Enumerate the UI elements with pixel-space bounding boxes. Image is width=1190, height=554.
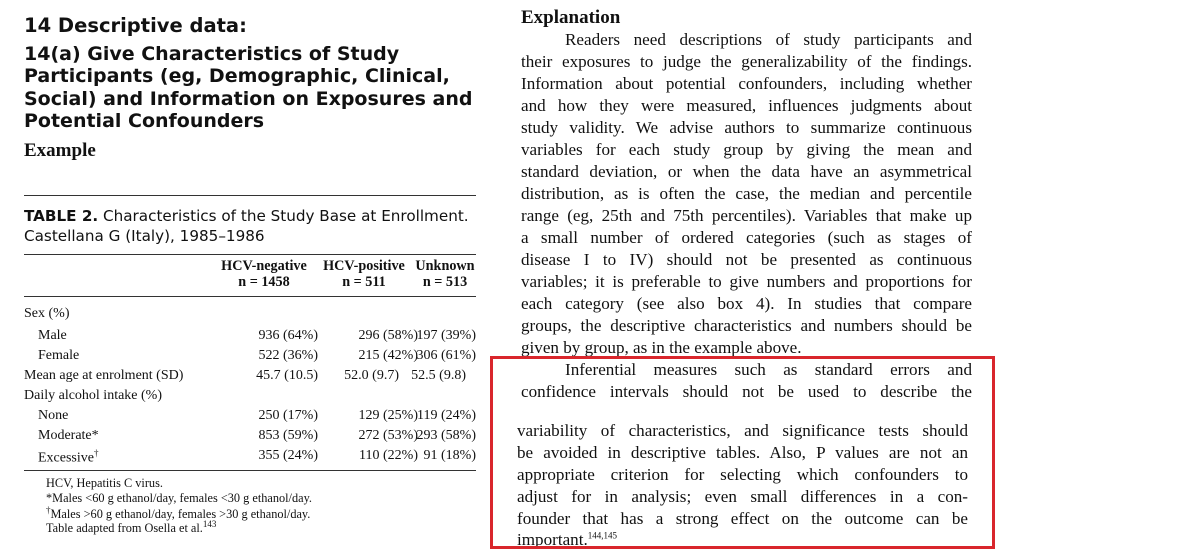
table-cell: 52.5 (9.8) — [411, 368, 466, 383]
table-top-rule — [24, 195, 476, 196]
table-cell: 119 (24%) — [417, 408, 476, 423]
table-cell: 52.0 (9.7) — [344, 368, 399, 383]
table-cell: 936 (64%) — [258, 328, 318, 343]
paragraph-line: given by group, as in the example above. — [521, 338, 802, 357]
paragraph-line: and how they were measured, influences judgments about — [521, 96, 972, 115]
paragraph-line: a small number of ordered categories (such as stages of — [521, 228, 972, 247]
column-name: HCV-negative — [221, 258, 307, 274]
footnote — [46, 491, 312, 506]
paragraph-line: groups, the descriptive characteristics and numbers should be — [521, 316, 972, 335]
reference-superscript: 144,145 — [587, 530, 617, 541]
paragraph-line: variability of characteristics, and significance tests should — [517, 421, 968, 440]
paragraph-line: be avoided in descriptive tables. Also, P values are not an — [517, 443, 968, 462]
column-n: n = 1458 — [238, 274, 290, 290]
row-label: Moderate* — [38, 428, 99, 443]
table-cell: 272 (53%) — [358, 428, 418, 443]
paragraph-line: standard deviation, or when the data have an asymmetrical — [521, 162, 972, 181]
paragraph-line: range (eg, 25th and 75th percentiles). Variables that make up — [521, 206, 972, 225]
table-cell: 91 (18%) — [423, 448, 476, 463]
row-label: Daily alcohol intake (%) — [24, 388, 163, 403]
row-label: Sex (%) — [24, 306, 70, 321]
last-line-text: important. — [517, 530, 588, 549]
footnote-text: Males >60 g ethanol/day, females >30 g ethanol/day. — [50, 507, 311, 522]
table-cell: 306 (61%) — [416, 348, 476, 363]
row-label — [38, 448, 98, 467]
footnote-marker: * — [46, 491, 53, 505]
paragraph-line: study validity. We advise authors to summarize continuous — [521, 118, 972, 137]
paragraph-line: Information about potential confounders, including whether — [521, 74, 972, 93]
table-caption-text: Characteristics of the Study Base at Enrollment. Castellana G (Italy), 1985–1986 — [24, 207, 469, 245]
table-cell: 296 (58%) — [358, 328, 418, 343]
footnote-text: Table adapted from Osella et al. — [46, 521, 203, 536]
paragraph-line: Readers need descriptions of study participants and — [565, 30, 972, 49]
example-heading: Example — [24, 140, 96, 161]
table-cell: 197 (39%) — [416, 328, 476, 343]
paragraph-line: appropriate criterion for selecting which confounders to — [517, 465, 968, 484]
highlight-box — [490, 356, 995, 549]
paragraph-line: disease I to IV) should not be presented as continuous — [521, 250, 972, 269]
row-label: None — [38, 408, 69, 423]
paragraph-line: founder that has a strong effect on the outcome can be — [517, 509, 968, 528]
table-bottom-rule — [24, 470, 476, 471]
table-header-top-rule — [24, 254, 476, 255]
column-name: Unknown — [415, 258, 475, 274]
column-header-unknown — [409, 258, 481, 290]
table-cell: 215 (42%) — [358, 348, 418, 363]
footnote-ref: 143 — [202, 519, 217, 529]
explanation-heading: Explanation — [521, 7, 621, 28]
row-label: Female — [38, 348, 80, 363]
paragraph-line: Inferential measures such as standard errors and — [565, 360, 972, 379]
paragraph-line: their exposures to judge the generalizability of the findings. — [521, 52, 972, 71]
table-caption — [24, 207, 484, 246]
table-header-bottom-rule — [24, 296, 476, 297]
left-column — [24, 0, 484, 554]
table-cell: 522 (36%) — [258, 348, 318, 363]
table-cell: 250 (17%) — [258, 408, 318, 423]
footnote: HCV, Hepatitis C virus. — [46, 476, 163, 490]
footnote — [46, 519, 216, 536]
paragraph-line: variables for each study group by giving the mean and — [521, 140, 972, 159]
row-label-text: Excessive — [38, 450, 94, 466]
paragraph-line: adjust for in analysis; even small differences in a con- — [517, 487, 968, 506]
row-label: Male — [38, 328, 67, 343]
footnote-text: Males <60 g ethanol/day, females <30 g ethanol/day. — [52, 491, 313, 505]
paragraph-line: each category (see also box 4). In studies that compare — [521, 294, 972, 313]
table-cell: 853 (59%) — [258, 428, 318, 443]
column-name: HCV-positive — [323, 258, 405, 274]
table-cell: 355 (24%) — [258, 448, 318, 463]
table-cell: 45.7 (10.5) — [256, 368, 318, 383]
table-cell: 110 (22%) — [359, 448, 418, 463]
section-title: 14 Descriptive data: — [24, 14, 247, 37]
column-n: n = 513 — [422, 274, 468, 290]
paragraph-line: variables; it is preferable to give numbers and proportions for — [521, 272, 972, 291]
table-cell: 293 (58%) — [416, 428, 476, 443]
table-caption-label: TABLE 2. — [24, 207, 99, 225]
row-label: Mean age at enrolment (SD) — [24, 368, 184, 383]
column-header-hcv-negative — [214, 258, 314, 290]
item-title: 14(a) Give Characteristics of Study Participants (eg, Demographic, Clinical, Social) and Information on Exposures and Potential Confounders — [24, 43, 473, 132]
column-n: n = 511 — [342, 274, 386, 290]
footnote-marker: † — [46, 505, 51, 515]
paragraph-line: confidence intervals should not be used to describe the — [521, 382, 972, 401]
column-header-hcv-positive — [319, 258, 409, 290]
row-label-sup: † — [93, 448, 99, 458]
table-cell: 129 (25%) — [358, 408, 418, 423]
paragraph-line: distribution, as is often the case, the median and percentile — [521, 184, 972, 203]
